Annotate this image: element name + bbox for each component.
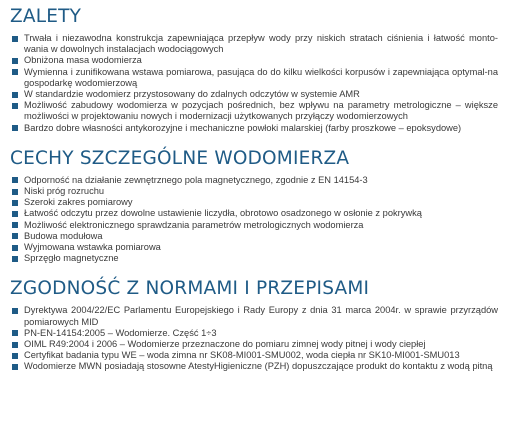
list-item: W standardzie wodomierz przystosowany do zdalnych odczytów w systemie AMR — [10, 89, 512, 100]
square-bullet-icon — [12, 342, 18, 348]
list-item: OIML R49:2004 i 2006 – Wodomierze przeznaczone do pomiaru zimnej wody pitnej i wody ciepłej — [10, 339, 512, 350]
list-item: Szeroki zakres pomiarowy — [10, 197, 512, 208]
square-bullet-icon — [12, 364, 18, 370]
section-title-zalety: ZALETY — [10, 6, 82, 27]
list-item: Wyjmowana wstawka pomiarowa — [10, 242, 512, 253]
list-item: Sprzęgło magnetyczne — [10, 253, 512, 264]
bullet-list-zalety — [10, 33, 512, 134]
section-cechy — [10, 148, 512, 265]
square-bullet-icon — [12, 233, 18, 239]
square-bullet-icon — [12, 36, 18, 42]
section-title-zgodnosc: ZGODNOŚĆ Z NORMAMI I PRZEPISAMI — [10, 278, 370, 300]
square-bullet-icon — [12, 200, 18, 206]
square-bullet-icon — [12, 103, 18, 109]
list-item: Niski próg rozruchu — [10, 186, 512, 197]
square-bullet-icon — [12, 58, 18, 64]
square-bullet-icon — [12, 222, 18, 228]
list-item: Możliwość zabudowy wodomierza w pozycjach pośrednich, bez wpływu na parametry metrologiczne – większe możliwości w projektowaniu nowych i modernizacji użytkowanych przyłączy wodomierzowych — [10, 100, 512, 122]
square-bullet-icon — [12, 92, 18, 98]
square-bullet-icon — [12, 125, 18, 131]
square-bullet-icon — [12, 256, 18, 262]
list-item: Dyrektywa 2004/22/EC Parlamentu Europejskiego i Rady Europy z dnia 31 marca 2004r. w sprawie przyrządów pomiarowych MID — [10, 305, 512, 327]
square-bullet-icon — [12, 211, 18, 217]
list-item: Łatwość odczytu przez dowolne ustawienie liczydła, obrotowo osadzonego w osłonie z pokrywką — [10, 208, 512, 219]
list-item: Bardzo dobre własności antykorozyjne i mechaniczne powłoki malarskiej (farby proszkowe – epoksydowe) — [10, 123, 512, 134]
square-bullet-icon — [12, 69, 18, 75]
section-title-cechy: CECHY SZCZEGÓLNE WODOMIERZA — [10, 147, 350, 169]
square-bullet-icon — [12, 189, 18, 195]
list-item: Odporność na działanie zewnętrznego pola magnetycznego, zgodnie z EN 14154-3 — [10, 175, 512, 186]
square-bullet-icon — [12, 330, 18, 336]
section-zalety — [10, 6, 512, 134]
list-item: Wodomierze MWN posiadają stosowne AtestyHigieniczne (PZH) dopuszczające produkt do kontaktu z wodą pitną — [10, 361, 512, 372]
square-bullet-icon — [12, 245, 18, 251]
section-zgodnosc — [10, 278, 512, 372]
bullet-list-cechy — [10, 175, 512, 265]
list-item: PN-EN-14154:2005 – Wodomierze. Część 1÷3 — [10, 328, 512, 339]
list-item: Możliwość elektronicznego sprawdzania parametrów metrologicznych wodomierza — [10, 220, 512, 231]
list-item: Trwała i niezawodna konstrukcja zapewniająca przepływ wody przy niskich stratach ciśnienia i łatwość monto-wania w dowolnych instalacjach wodociągowych — [10, 33, 512, 55]
list-item: Certyfikat badania typu WE – woda zimna nr SK08-MI001-SMU002, woda ciepła nr SK10-MI001-SMU013 — [10, 350, 512, 361]
square-bullet-icon — [12, 177, 18, 183]
list-item: Budowa modułowa — [10, 231, 512, 242]
list-item: Obniżona masa wodomierza — [10, 55, 512, 66]
square-bullet-icon — [12, 353, 18, 359]
list-item: Wymienna i zunifikowana wstawa pomiarowa, pasująca do do kilku wielkości korpusów i zapewniająca optymal-na gospodarkę wodomierzową — [10, 67, 512, 89]
square-bullet-icon — [12, 308, 18, 314]
bullet-list-zgodnosc — [10, 305, 512, 372]
